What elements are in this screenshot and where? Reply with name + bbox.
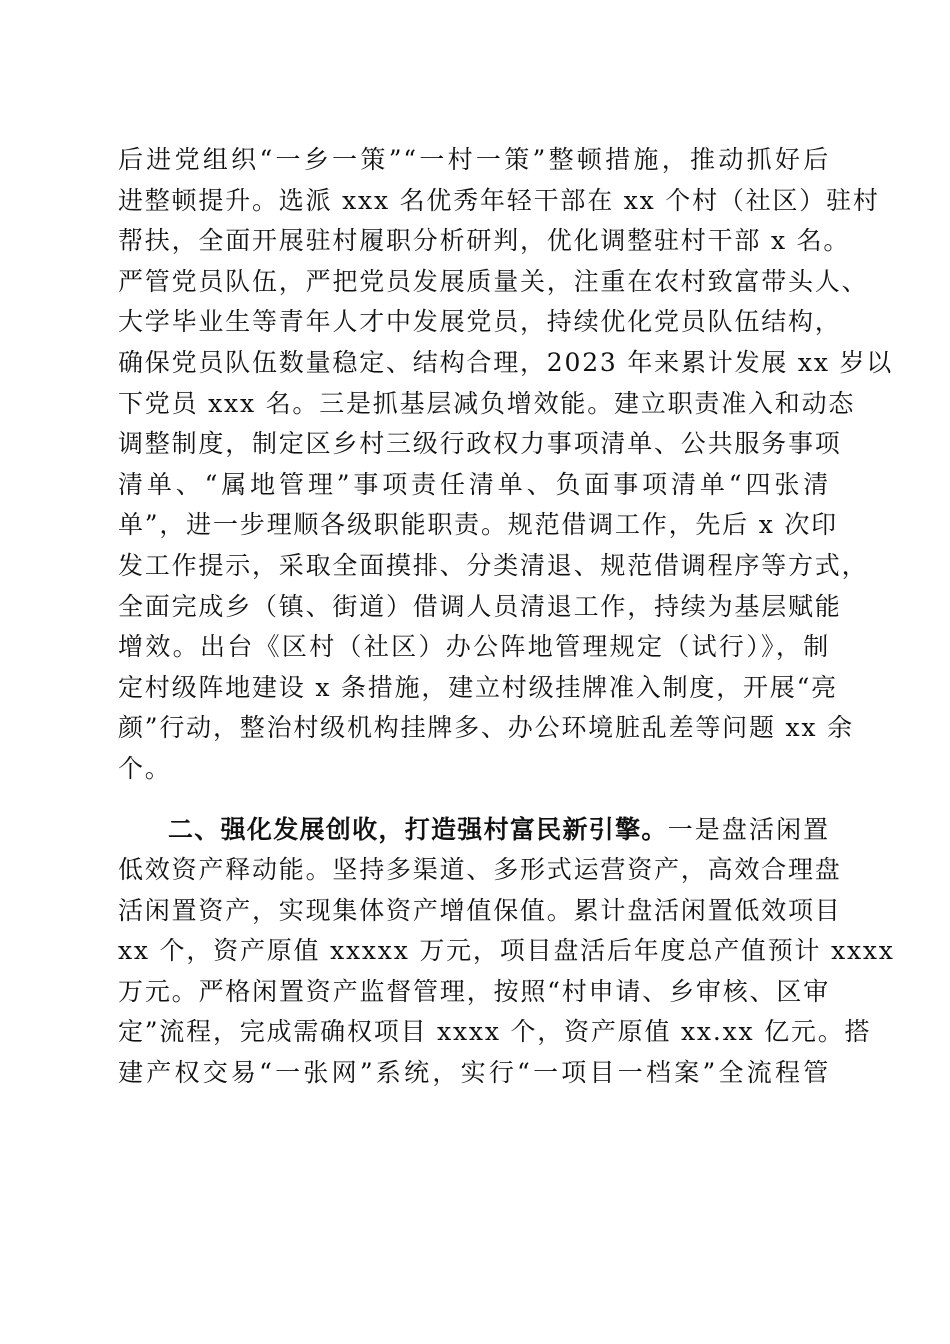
text-line: 单”，进一步理顺各级职能职责。规范借调工作，先后 x 次印 [118,510,838,540]
text-line: 定村级阵地建设 x 条措施，建立村级挂牌准入制度，开展“亮 [118,672,838,702]
text-line: 全面完成乡（镇、街道）借调人员清退工作，持续为基层赋能 [118,591,842,621]
text-line [118,810,830,851]
section-heading: 二、强化发展创收，打造强村富民新引擎。 [168,814,668,844]
text-line: 万元。严格闲置资产监督管理，按照“村申请、乡审核、区审 [118,976,830,1006]
text-line: 个。 [118,753,172,783]
text-line: 大学毕业生等青年人才中发展党员，持续优化党员队伍结构， [118,307,842,337]
text-line: 颜”行动，整治村级机构挂牌多、办公环境脏乱差等问题 xx 余 [118,713,854,743]
text-line: 发工作提示，采取全面摸排、分类清退、规范借调程序等方式， [118,550,869,580]
text-line: 活闲置资产，实现集体资产增值保值。累计盘活闲置低效项目 [118,895,842,925]
section-heading-continuation: 一是盘活闲置 [667,814,830,844]
document-body [118,140,895,1094]
text-line: 后进党组织“一乡一策”“一村一策”整顿措施，推动抓好后 [118,145,830,174]
text-line: 增效。出台《区村（社区）办公阵地管理规定（试行）》，制 [118,632,830,662]
text-line: 严管党员队伍，严把党员发展质量关，注重在农村致富带头人、 [118,266,869,296]
paragraph-2 [118,810,895,1094]
text-line: 下党员 xxx 名。三是抓基层减负增效能。建立职责准入和动态 [118,388,856,418]
text-line: 低效资产释动能。坚持多渠道、多形式运营资产，高效合理盘 [118,855,842,885]
text-line: 进整顿提升。选派 xxx 名优秀年轻干部在 xx 个村（社区）驻村 [118,185,880,215]
text-line: xx 个，资产原值 xxxxx 万元，项目盘活后年度总产值预计 xxxx [118,936,895,966]
text-line: 帮扶，全面开展驻村履职分析研判，优化调整驻村干部 x 名。 [118,226,851,256]
text-line: 清单、“属地管理”事项责任清单、负面事项清单“四张清 [118,469,830,499]
text-line: 调整制度，制定区乡村三级行政权力事项清单、公共服务事项 [118,429,842,459]
text-line: 建产权交易“一张网”系统，实行“一项目一档案”全流程管 [118,1058,830,1088]
text-line: 确保党员队伍数量稳定、结构合理，2023 年来累计发展 xx 岁以 [118,347,894,377]
paragraph-1 [118,140,894,790]
text-line: 定”流程，完成需确权项目 xxxx 个，资产原值 xx.xx 亿元。搭 [118,1017,872,1047]
